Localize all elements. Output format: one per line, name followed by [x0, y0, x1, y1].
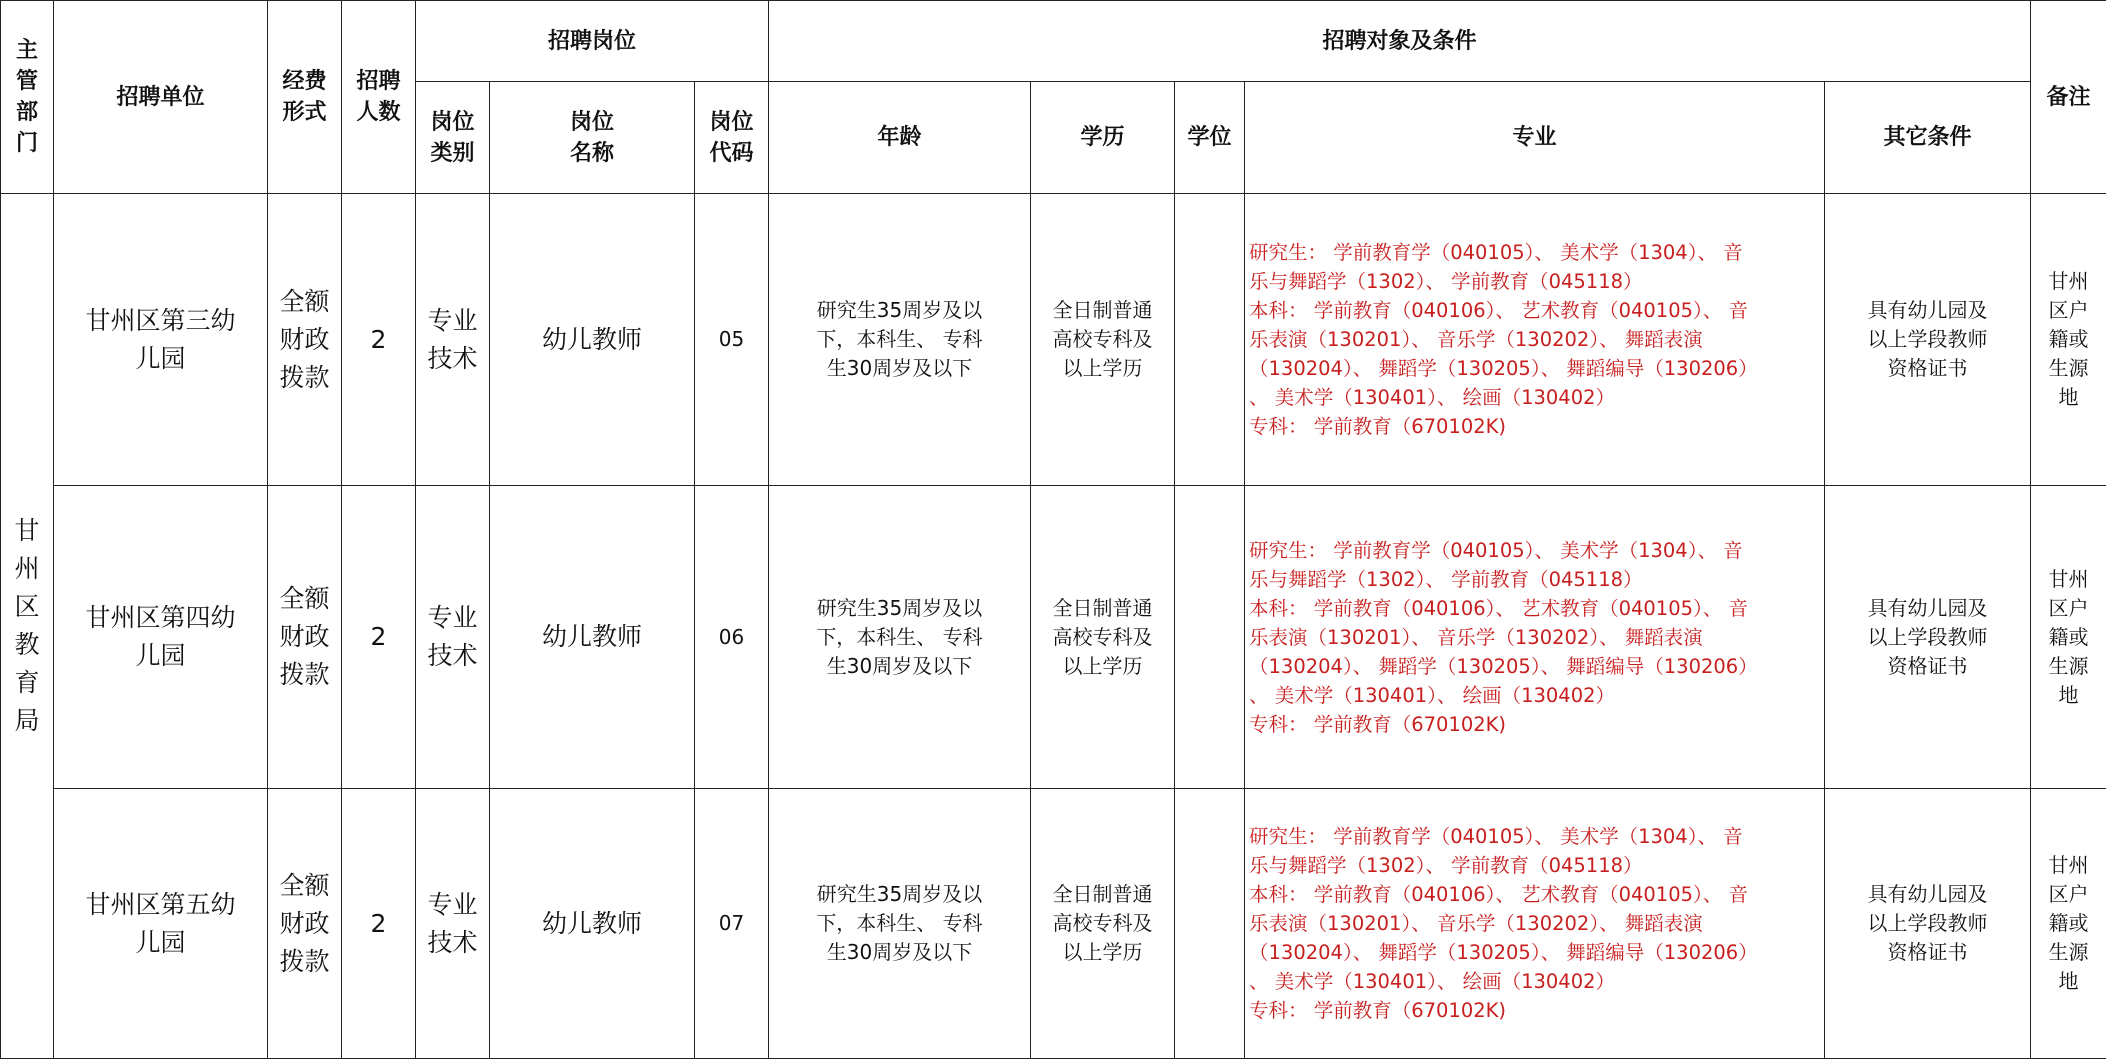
header-pos-name: 岗位名称	[490, 82, 695, 194]
pos-type-cell: 专业技术	[416, 194, 490, 486]
header-count: 招聘人数	[342, 1, 416, 194]
pos-type-cell: 专业技术	[416, 789, 490, 1059]
header-position-group: 招聘岗位	[416, 1, 769, 82]
education-cell: 全日制普通高校专科及以上学历	[1031, 789, 1175, 1059]
unit-cell: 甘州区第三幼儿园	[54, 194, 268, 486]
header-pos-type: 岗位类别	[416, 82, 490, 194]
funding-cell: 全额财政拨款	[268, 486, 342, 789]
header-unit: 招聘单位	[54, 1, 268, 194]
funding-cell: 全额财政拨款	[268, 194, 342, 486]
degree-cell	[1175, 194, 1245, 486]
major-line: 研究生： 学前教育学（040105）、 美术学（1304）、 音	[1249, 536, 1820, 565]
major-line: 乐与舞蹈学（1302）、 学前教育（045118）	[1249, 565, 1820, 594]
major-line: 乐表演（130201）、 音乐学（130202）、 舞蹈表演	[1249, 325, 1820, 354]
remark-cell: 甘州区户籍或生源地	[2031, 486, 2106, 789]
pos-type-cell: 专业技术	[416, 486, 490, 789]
major-line: 、 美术学（130401）、 绘画（130402）	[1249, 967, 1820, 996]
pos-name-cell: 幼儿教师	[490, 789, 695, 1059]
header-education: 学历	[1031, 82, 1175, 194]
header-degree: 学位	[1175, 82, 1245, 194]
pos-name-cell: 幼儿教师	[490, 486, 695, 789]
count-cell: 2	[342, 194, 416, 486]
major-line: 乐表演（130201）、 音乐学（130202）、 舞蹈表演	[1249, 909, 1820, 938]
major-line: 专科： 学前教育（670102K)	[1249, 996, 1820, 1025]
major-line: （130204）、 舞蹈学（130205）、 舞蹈编导（130206）	[1249, 938, 1820, 967]
department-cell: 甘州区教育局	[1, 194, 54, 1059]
pos-code-cell: 05	[695, 194, 769, 486]
header-conditions-group: 招聘对象及条件	[769, 1, 2031, 82]
major-cell	[1245, 486, 1825, 789]
table-row	[1, 194, 2106, 486]
major-line: 乐表演（130201）、 音乐学（130202）、 舞蹈表演	[1249, 623, 1820, 652]
pos-code-cell: 07	[695, 789, 769, 1059]
major-line: （130204）、 舞蹈学（130205）、 舞蹈编导（130206）	[1249, 652, 1820, 681]
major-line: 研究生： 学前教育学（040105）、 美术学（1304）、 音	[1249, 238, 1820, 267]
header-age: 年龄	[769, 82, 1031, 194]
major-cell	[1245, 789, 1825, 1059]
remark-cell: 甘州区户籍或生源地	[2031, 194, 2106, 486]
other-cell: 具有幼儿园及以上学段教师资格证书	[1825, 789, 2031, 1059]
other-cell: 具有幼儿园及以上学段教师资格证书	[1825, 194, 2031, 486]
table-row	[1, 486, 2106, 789]
unit-cell: 甘州区第五幼儿园	[54, 789, 268, 1059]
degree-cell	[1175, 789, 1245, 1059]
count-cell: 2	[342, 486, 416, 789]
major-line: 专科： 学前教育（670102K)	[1249, 412, 1820, 441]
age-cell: 研究生35周岁及以下，本科生、 专科生30周岁及以下	[769, 486, 1031, 789]
header-other: 其它条件	[1825, 82, 2031, 194]
major-line: 本科： 学前教育（040106）、 艺术教育（040105）、 音	[1249, 880, 1820, 909]
table-row	[1, 789, 2106, 1059]
other-cell: 具有幼儿园及以上学段教师资格证书	[1825, 486, 2031, 789]
unit-cell: 甘州区第四幼儿园	[54, 486, 268, 789]
education-cell: 全日制普通高校专科及以上学历	[1031, 194, 1175, 486]
major-line: 乐与舞蹈学（1302）、 学前教育（045118）	[1249, 267, 1820, 296]
major-line: 、 美术学（130401）、 绘画（130402）	[1249, 383, 1820, 412]
pos-name-cell: 幼儿教师	[490, 194, 695, 486]
major-line: 研究生： 学前教育学（040105）、 美术学（1304）、 音	[1249, 822, 1820, 851]
major-line: 本科： 学前教育（040106）、 艺术教育（040105）、 音	[1249, 296, 1820, 325]
major-cell	[1245, 194, 1825, 486]
count-cell: 2	[342, 789, 416, 1059]
header-dept: 主管部门	[1, 1, 54, 194]
header-funding: 经费形式	[268, 1, 342, 194]
remark-cell: 甘州区户籍或生源地	[2031, 789, 2106, 1059]
pos-code-cell: 06	[695, 486, 769, 789]
major-line: 、 美术学（130401）、 绘画（130402）	[1249, 681, 1820, 710]
major-line: 本科： 学前教育（040106）、 艺术教育（040105）、 音	[1249, 594, 1820, 623]
age-cell: 研究生35周岁及以下，本科生、 专科生30周岁及以下	[769, 789, 1031, 1059]
education-cell: 全日制普通高校专科及以上学历	[1031, 486, 1175, 789]
header-remark: 备注	[2031, 1, 2106, 194]
funding-cell: 全额财政拨款	[268, 789, 342, 1059]
major-line: （130204）、 舞蹈学（130205）、 舞蹈编导（130206）	[1249, 354, 1820, 383]
degree-cell	[1175, 486, 1245, 789]
age-cell: 研究生35周岁及以下，本科生、 专科生30周岁及以下	[769, 194, 1031, 486]
header-pos-code: 岗位代码	[695, 82, 769, 194]
major-line: 专科： 学前教育（670102K)	[1249, 710, 1820, 739]
header-major: 专业	[1245, 82, 1825, 194]
major-line: 乐与舞蹈学（1302）、 学前教育（045118）	[1249, 851, 1820, 880]
